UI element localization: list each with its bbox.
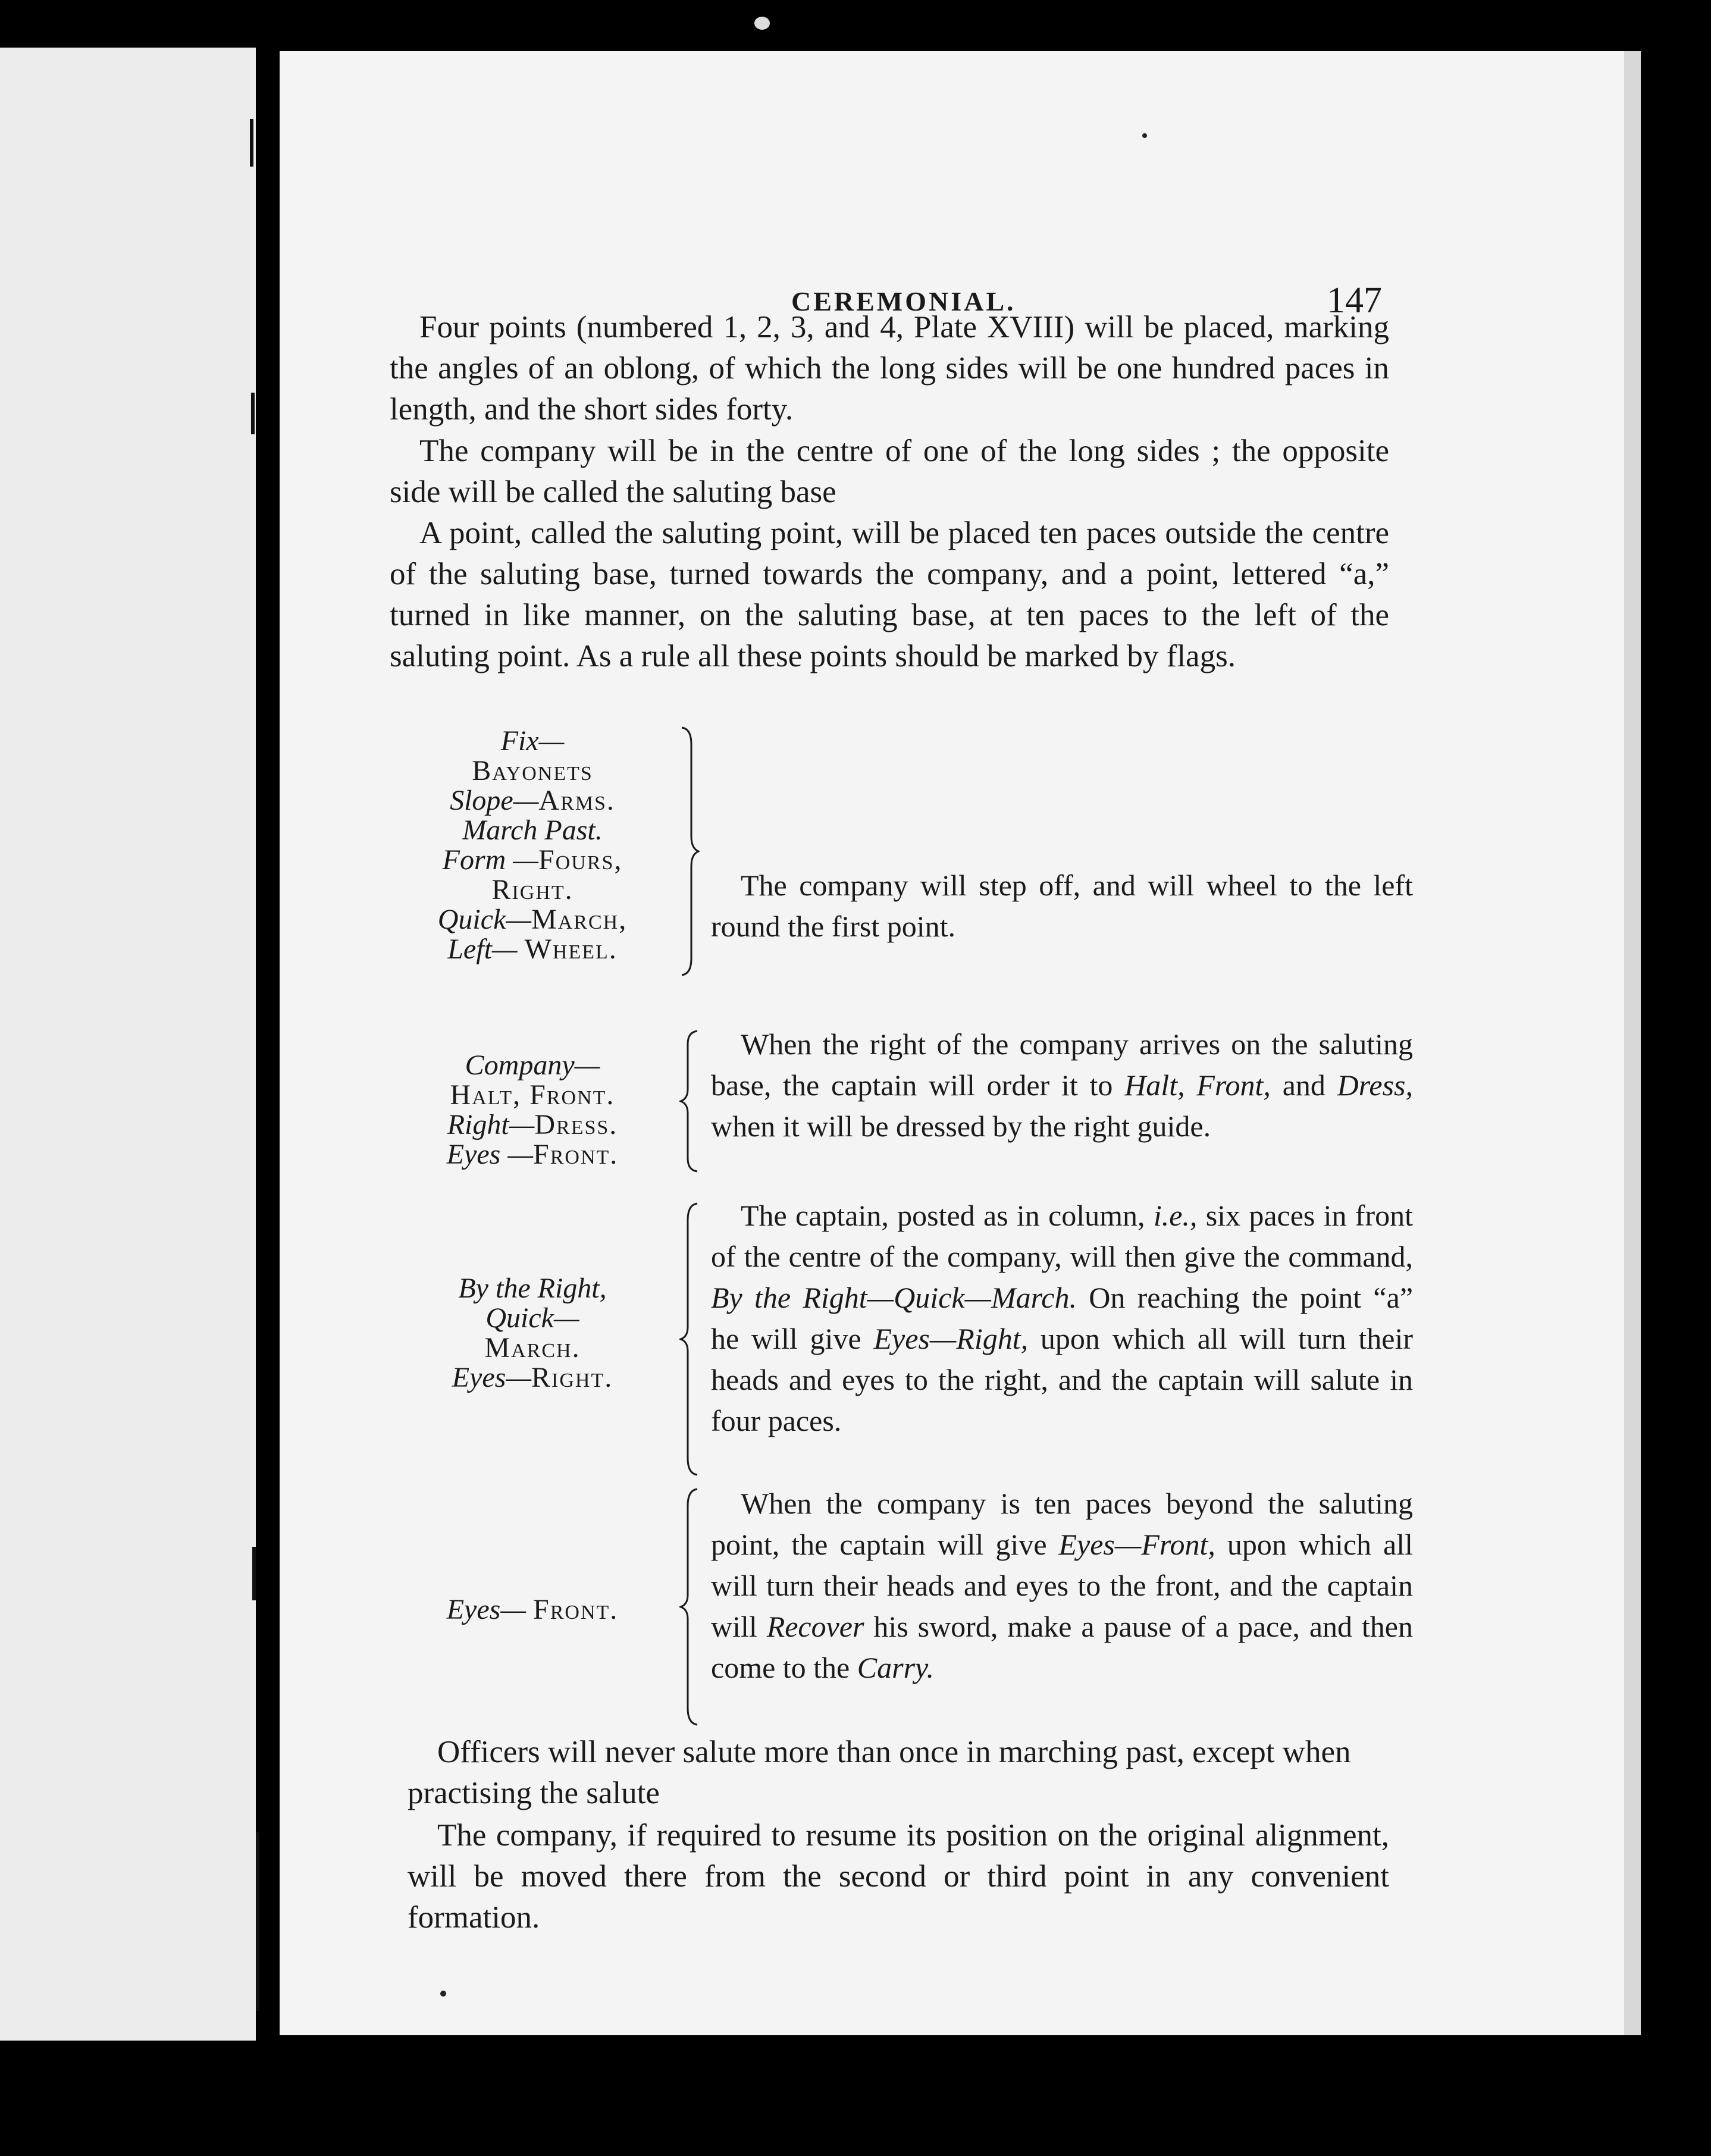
paragraph-salute-once: Officers will never salute more than once in marching past, except when practising the salute: [408, 1735, 1351, 1810]
order-description: The company will step off, and will wheel to the left round the first point.: [711, 869, 1413, 943]
command-line: Left— Wheel.: [447, 933, 618, 965]
command-line: Eyes —Front.: [446, 1139, 619, 1170]
command-list: [390, 726, 675, 964]
page-edge-shadow: [1624, 51, 1641, 2035]
command-line: By the Right,: [458, 1273, 607, 1304]
command-line: Quick—March,: [437, 904, 628, 935]
book-page: [280, 51, 1624, 2035]
scan-speck: [440, 1991, 446, 1997]
page-shadow-mark: [252, 1547, 256, 1600]
order-description: When the company is ten paces beyond the saluting point, the captain will give Eyes—Front, upon which all will turn their heads and eyes to the front, and the captain will Recover his sword, make a pause of a pace, and then come to the Carry.: [711, 1487, 1413, 1684]
command-line: Eyes—Right.: [452, 1362, 613, 1393]
paragraph-saluting-point: A point, called the saluting point, will be placed ten paces outside the centre of the saluting base, turned towards the company, and a point, lettered “a,” turned in like manner, on the saluting base, at ten paces to the left of the saluting point. As a rule all these points should be marked by flags.: [390, 516, 1389, 673]
order-block-march-past: [390, 725, 1413, 1042]
command-list: [390, 1595, 675, 1625]
command-line: Eyes— Front.: [446, 1594, 619, 1625]
brace-icon: [679, 1488, 700, 1726]
command-line: Company—: [465, 1049, 600, 1081]
command-line: March.: [484, 1332, 581, 1364]
command-line: Bayonets: [472, 755, 593, 786]
scan-speck: [754, 17, 770, 30]
command-line: Quick—: [485, 1302, 579, 1334]
command-line: Fix—: [500, 725, 565, 757]
page-shadow-mark: [251, 393, 255, 434]
command-list: [390, 1051, 675, 1170]
running-head: CEREMONIAL.: [791, 286, 1016, 316]
page-shadow-mark: [250, 119, 253, 167]
command-line: Halt, Front.: [450, 1079, 615, 1111]
command-line: Right—Dress.: [447, 1109, 618, 1140]
page-shadow-mark: [256, 1832, 259, 2011]
brace-icon: [679, 1030, 700, 1173]
order-block-eyes-front: [390, 1476, 1413, 1732]
paragraph-points: Four points (numbered 1, 2, 3, and 4, Plate XVIII) will be placed, marking the angles of an oblong, of which the long sides will be one hundred paces in length, and the short sides forty.: [390, 310, 1389, 427]
brace-icon: [679, 726, 700, 976]
command-line: March Past.: [462, 814, 603, 846]
command-line: Form —Fours,: [442, 844, 623, 876]
page-number: 147: [1327, 280, 1382, 321]
paragraph-resume-position: The company, if required to resume its position on the original alignment, will be moved there from the second or third point in any convenient formation.: [408, 1818, 1389, 1935]
command-line: Right.: [491, 874, 574, 905]
previous-page-edge: [0, 48, 256, 2041]
brace-icon: [679, 1202, 700, 1476]
command-line: Slope—Arms.: [450, 785, 615, 816]
paragraph-company-position: The company will be in the centre of one of the long sides ; the opposite side will be called the saluting base: [390, 434, 1389, 509]
order-description: When the right of the company arrives on the saluting base, the captain will order it to Halt, Front, and Dress, when it will be dressed by the right guide.: [711, 1027, 1413, 1143]
command-list: [390, 1274, 675, 1393]
scan-speck: [1142, 133, 1147, 138]
order-block-halt-dress: [390, 1006, 1413, 1184]
order-block-eyes-right: [390, 1190, 1414, 1476]
order-description: The captain, posted as in column, i.e., six paces in front of the centre of the company, will then give the command, By the Right—Quick—March. On reaching the point “a” he will give Eyes—Right, upon which all will turn their heads and eyes to the right, and the captain will salute in four paces.: [711, 1199, 1414, 1437]
